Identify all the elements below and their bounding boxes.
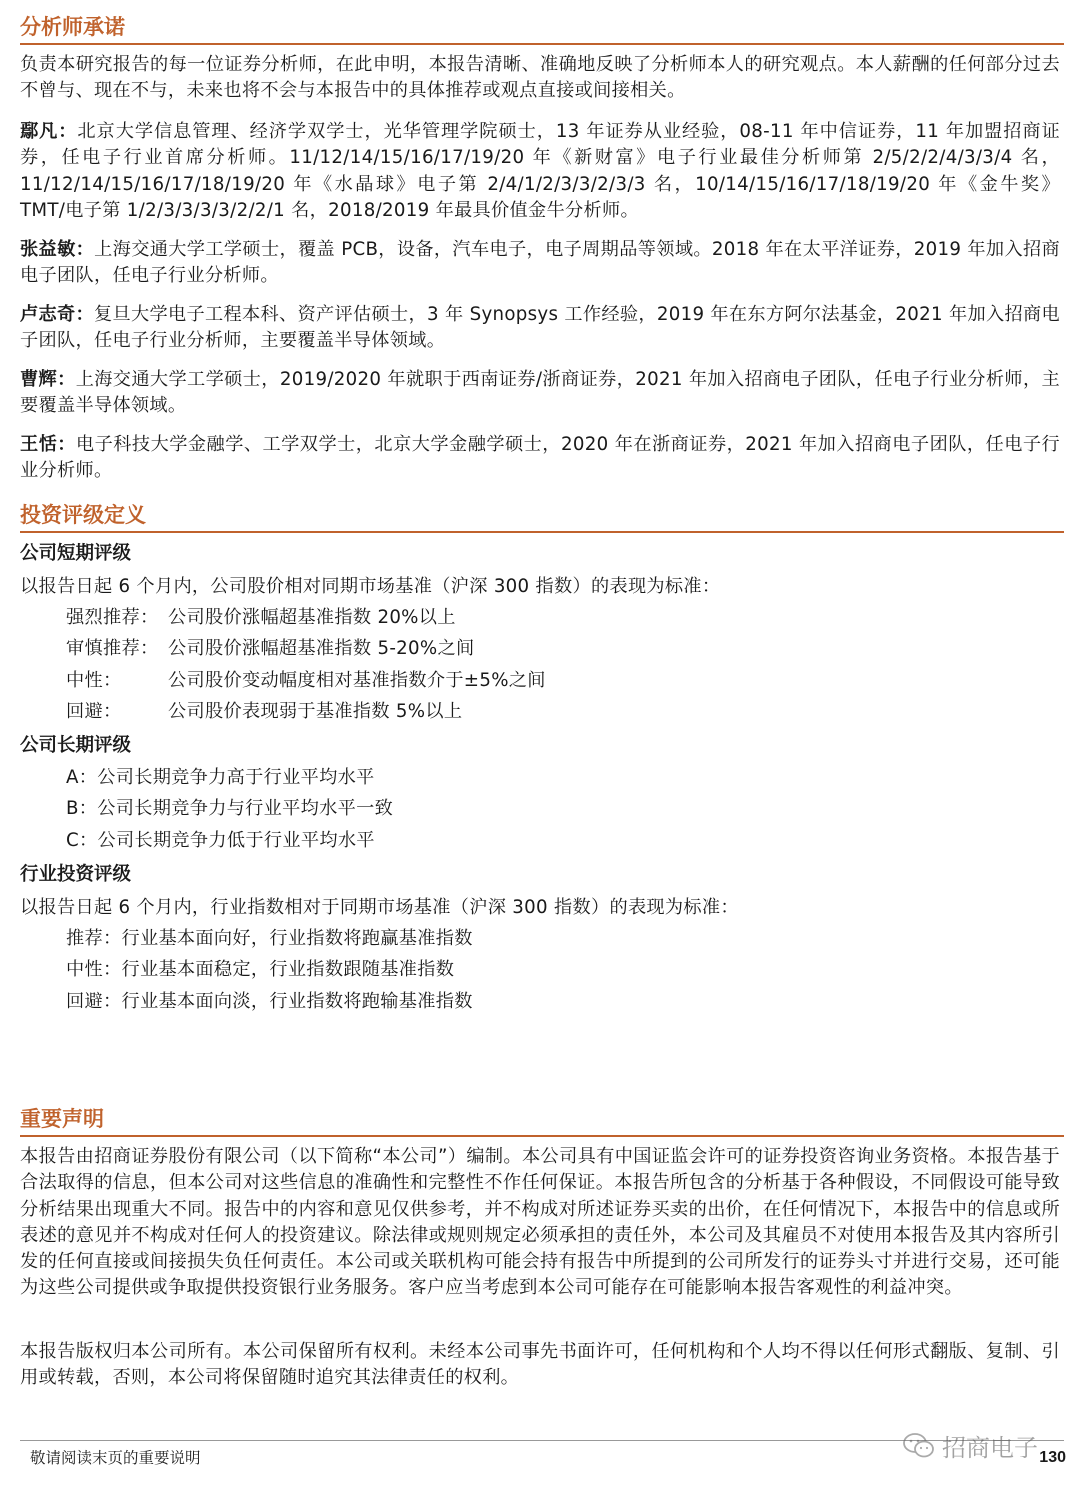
- analyst-name: 张益敏：: [20, 239, 95, 260]
- long-rating-item: A：公司长期竞争力高于行业平均水平: [66, 767, 375, 788]
- wechat-icon: [902, 1432, 936, 1460]
- footer-note: 敬请阅读末页的重要说明: [30, 1449, 201, 1467]
- analyst-bio-4: [20, 367, 1060, 420]
- company-short-rating-heading: 公司短期评级: [20, 543, 132, 564]
- company-short-rating-intro: 以报告日起 6 个月内，公司股价相对同期市场基准（沪深 300 指数）的表现为标准：: [20, 576, 721, 597]
- section-title-disclaimer: 重要声明: [20, 1106, 1064, 1137]
- watermark: [902, 1428, 1038, 1463]
- disclaimer-paragraph-1: 本报告由招商证券股份有限公司（以下简称“本公司”）编制。本公司具有中国证监会许可的证券投资咨询业务资格。本报告基于合法取得的信息，但本公司对这些信息的准确性和完整性不作任何保证。本报告所包含的分析基于各种假设，不同假设可能导致分析结果出现重大不同。报告中的内容和意见仅供参考，并不构成对所述证券买卖的出价，在任何情况下，本报告中的信息或所表述的意见并不构成对任何人的投资建议。除法律或规则规定必须承担的责任外，本公司及其雇员不对使用本报告及其内容所引发的任何直接或间接损失负任何责任。本公司或关联机构可能会持有报告中所提到的公司所发行的证券头寸并进行交易，还可能为这些公司提供或争取提供投资银行业务服务。客户应当考虑到本公司可能存在可能影响本报告客观性的利益冲突。: [20, 1146, 1060, 1299]
- analyst-bio-5: [20, 432, 1060, 485]
- section-title-analyst-commitment: 分析师承诺: [20, 14, 1064, 45]
- analyst-bio-text: 北京大学信息管理、经济学双学士，光华管理学院硕士，13 年证券从业经验，08-11 年中信证券，11 年加盟招商证券，任电子行业首席分析师。11/12/14/15/16/17/19/20 年《新财富》电子行业最佳分析师第 2/5/2/2/4/3/3/4 名，11/12/14/15/16/17/18/19/20 年《水晶球》电子第 2/4/1/2/3/3/2/3/3 名，10/14/15/16/17/18/19/20 年《金牛奖》TMT/电子第 1/2/3/3/3/3/2/2/1 名，2018/2019 年最具价值金牛分析师。: [20, 121, 1060, 221]
- disclaimer-paragraph-2: 本报告版权归本公司所有。本公司保留所有权利。未经本公司事先书面许可，任何机构和个人均不得以任何形式翻版、复制、引用或转载，否则，本公司将保留随时追究其法律责任的权利。: [20, 1341, 1060, 1389]
- analyst-bio-text: 上海交通大学工学硕士，覆盖 PCB，设备，汽车电子，电子周期品等领域。2018 年在太平洋证券，2019 年加入招商电子团队，任电子行业分析师。: [20, 239, 1060, 287]
- short-rating-label: 审慎推荐：: [66, 638, 159, 659]
- page-number: 130: [1039, 1449, 1066, 1466]
- short-rating-label: 中性：: [66, 670, 122, 691]
- section-title-rating-definitions: 投资评级定义: [20, 502, 1064, 533]
- short-rating-text: 公司股价变动幅度相对基准指数介于±5%之间: [168, 670, 546, 691]
- analyst-bio-1: [20, 119, 1060, 224]
- short-rating-text: 公司股价涨幅超基准指数 5-20%之间: [168, 638, 475, 659]
- company-long-rating-heading: 公司长期评级: [20, 735, 132, 756]
- industry-rating-heading: 行业投资评级: [20, 864, 132, 885]
- industry-rating-item: 推荐：行业基本面向好，行业指数将跑赢基准指数: [66, 928, 473, 949]
- analyst-name: 王恬：: [20, 434, 76, 455]
- long-rating-item: B：公司长期竞争力与行业平均水平一致: [66, 798, 394, 819]
- industry-rating-item: 中性：行业基本面稳定，行业指数跟随基准指数: [66, 959, 455, 980]
- watermark-text: 招商电子: [942, 1434, 1038, 1462]
- industry-rating-item: 回避：行业基本面向淡，行业指数将跑输基准指数: [66, 991, 473, 1012]
- analyst-bio-text: 复旦大学电子工程本科、资产评估硕士，3 年 Synopsys 工作经验，2019 年在东方阿尔法基金，2021 年加入招商电子团队，任电子行业分析师，主要覆盖半导体领域。: [20, 304, 1061, 352]
- analyst-bio-text: 电子科技大学金融学、工学双学士，北京大学金融学硕士，2020 年在浙商证券，2021 年加入招商电子团队，任电子行业分析师。: [20, 434, 1060, 482]
- long-rating-item: C：公司长期竞争力低于行业平均水平: [66, 830, 375, 851]
- analyst-name: 卢志奇：: [20, 304, 95, 325]
- short-rating-label: 强烈推荐：: [66, 607, 159, 628]
- analyst-bio-2: [20, 237, 1060, 290]
- analyst-bio-text: 上海交通大学工学硕士，2019/2020 年就职于西南证券/浙商证券，2021 年加入招商电子团队，任电子行业分析师，主要覆盖半导体领域。: [20, 369, 1060, 417]
- analyst-bio-3: [20, 302, 1060, 355]
- short-rating-text: 公司股价表现弱于基准指数 5%以上: [168, 701, 463, 722]
- commitment-statement: 负责本研究报告的每一位证券分析师，在此申明，本报告清晰、准确地反映了分析师本人的研究观点。本人薪酬的任何部分过去不曾与、现在不与，未来也将不会与本报告中的具体推荐或观点直接或间接相关。: [20, 54, 1060, 102]
- analyst-name: 鄢凡：: [20, 121, 78, 142]
- industry-rating-intro: 以报告日起 6 个月内，行业指数相对于同期市场基准（沪深 300 指数）的表现为标准：: [20, 897, 739, 918]
- short-rating-text: 公司股价涨幅超基准指数 20%以上: [168, 607, 456, 628]
- short-rating-label: 回避：: [66, 701, 122, 722]
- analyst-name: 曹辉：: [20, 369, 76, 390]
